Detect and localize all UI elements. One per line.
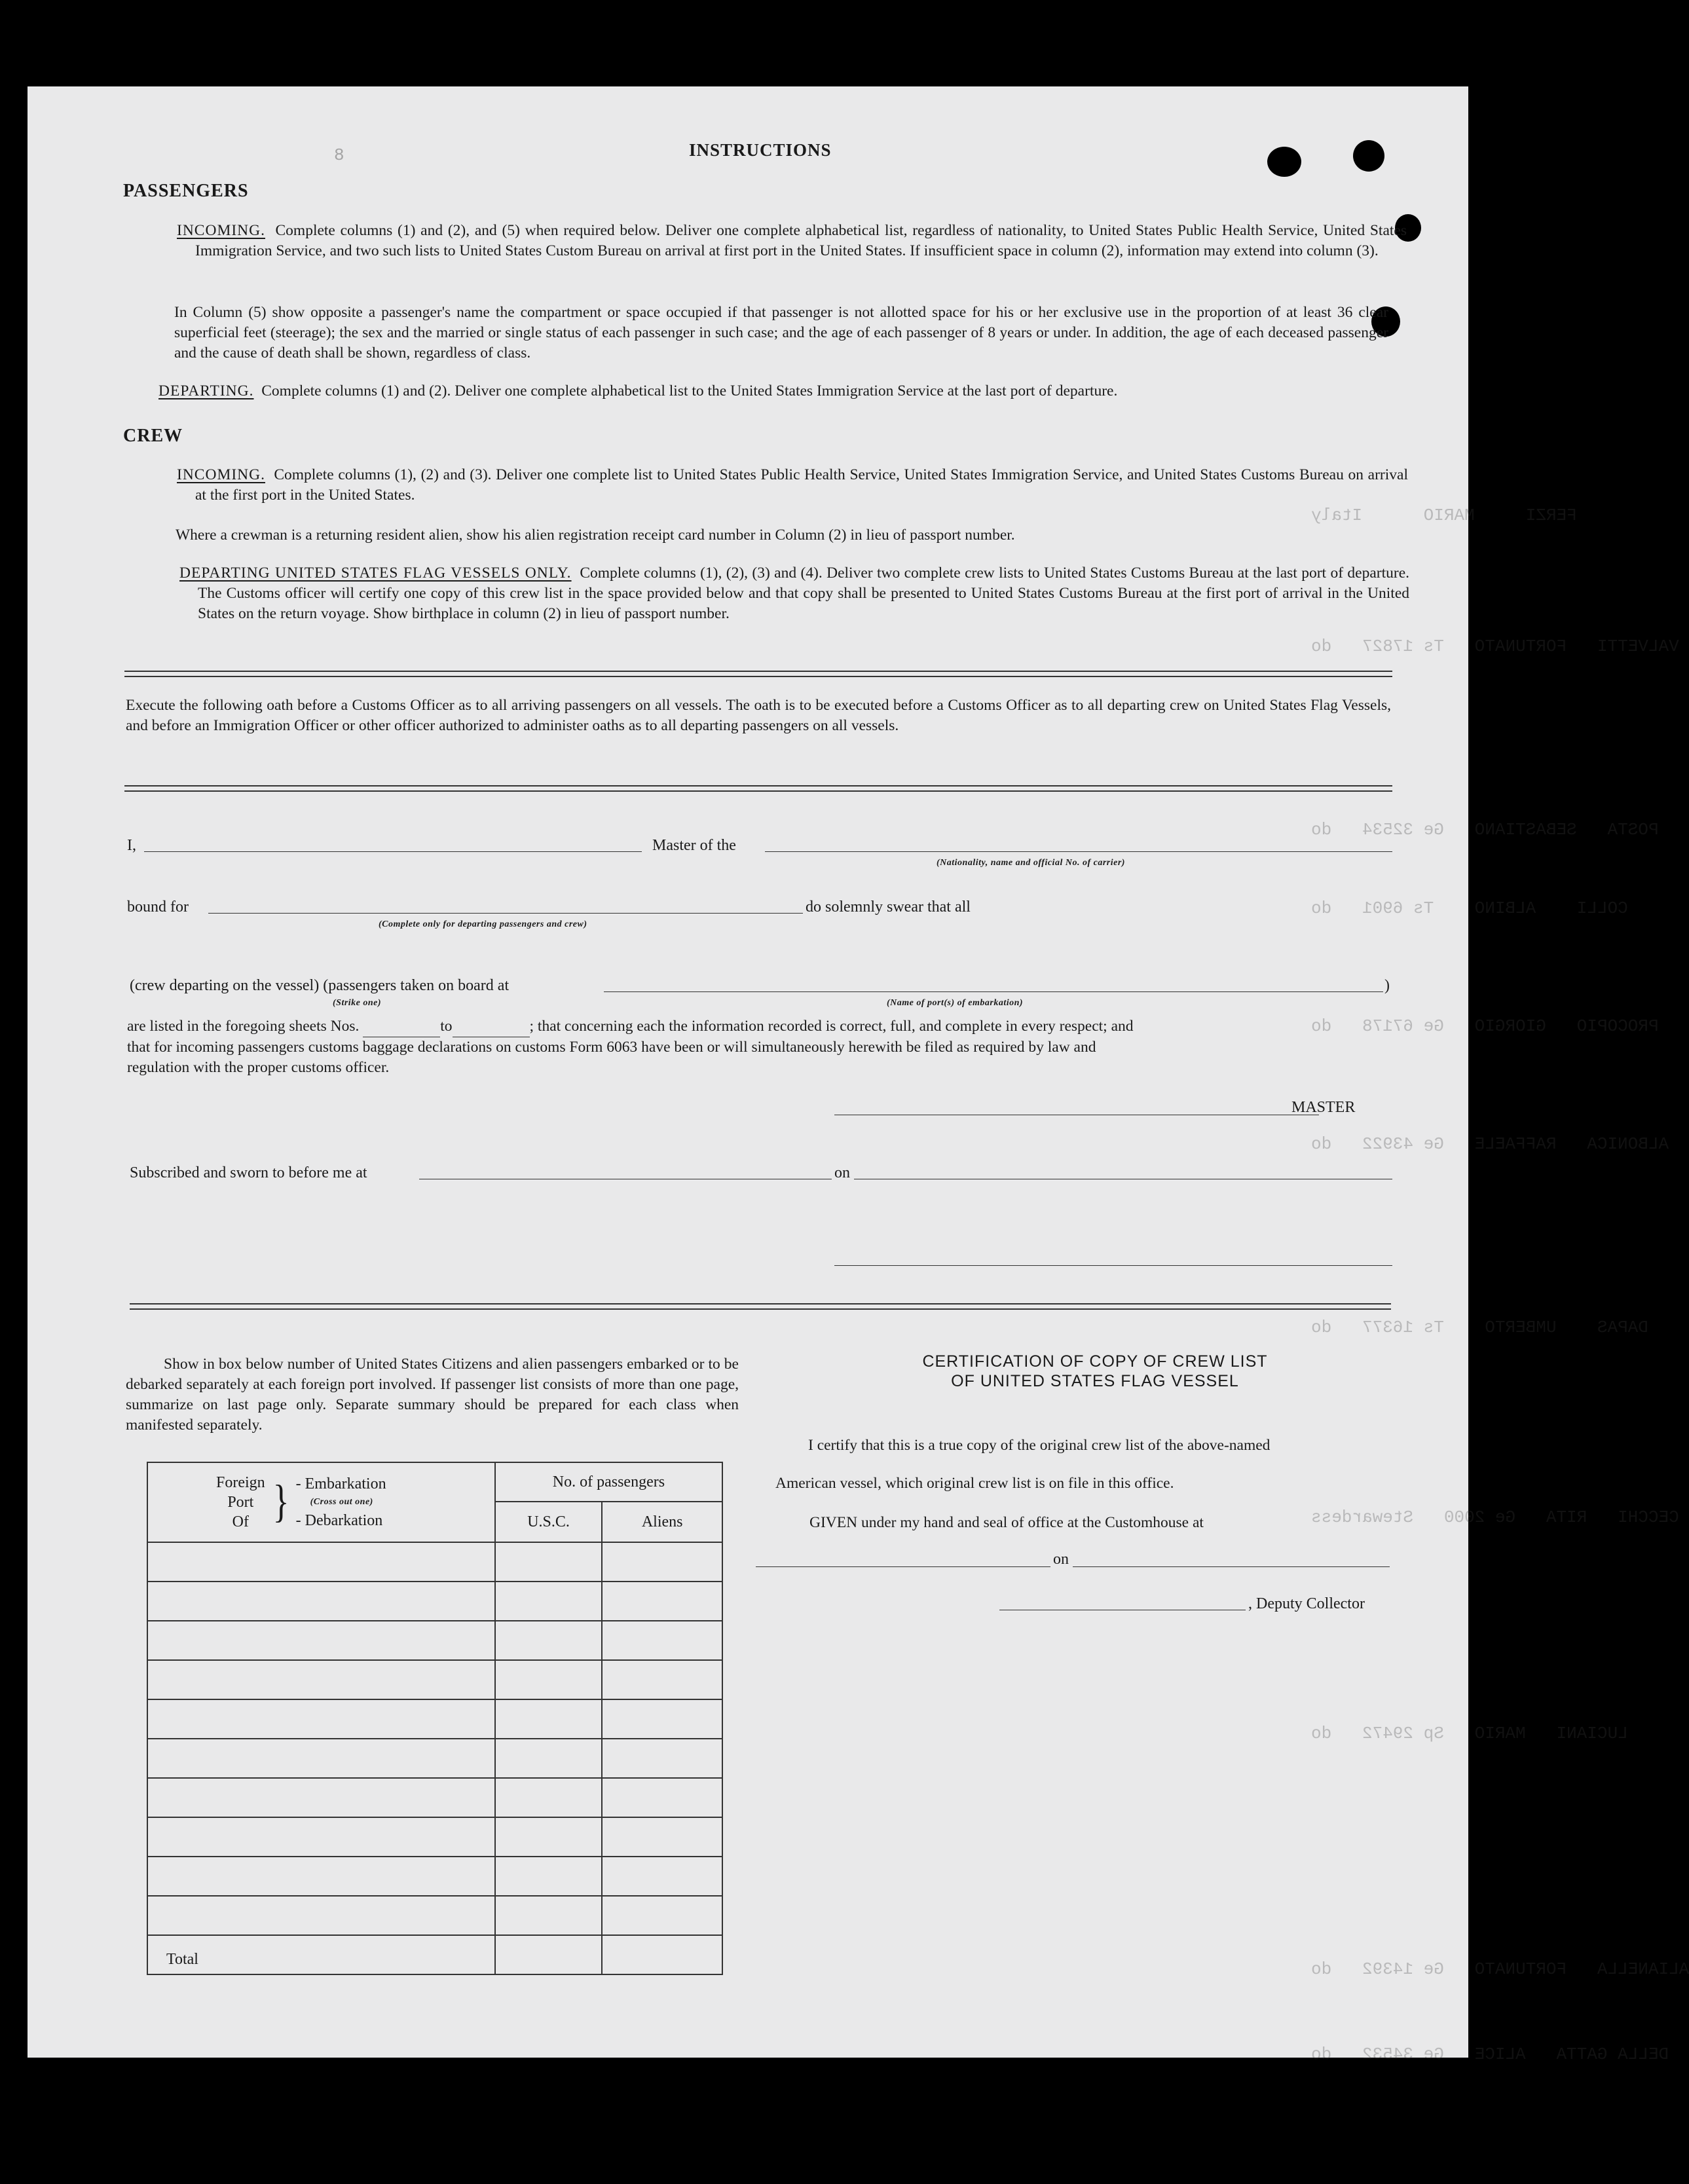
punch-hole [1267, 147, 1301, 177]
usc-cell[interactable] [495, 1582, 602, 1621]
form-sheet [28, 86, 1689, 2064]
port-cell[interactable] [147, 1857, 495, 1896]
passengers-column5-paragraph: In Column (5) show opposite a passenger's name the compartment or space occupied if that passenger is not allotted space for his or her exclusive use in the proportion of at least 36 clear superficial feet (steerage); the sex and the married or single status of each passenger in such case; and the age of each passenger of 8 years or under. In addition, the age of each deceased passenger and the cause of death shall be shown, regardless of class. [174, 304, 1388, 361]
port-cell[interactable] [147, 1699, 495, 1739]
port-cell[interactable] [147, 1582, 495, 1621]
listed-a-text: are listed in the foregoing sheets Nos. [127, 1018, 360, 1035]
punch-hole [1353, 140, 1384, 172]
no-passengers-header: No. of passengers [495, 1462, 722, 1502]
subscribed-label: Subscribed and sworn to before me at [130, 1164, 367, 1181]
stamp-number: 8 [334, 145, 344, 165]
crew-incoming-text: Complete columns (1), (2) and (3). Deliver one complete list to United States Public Health Service, United States Immigration Service, and United States Customs Bureau on arrival at the first port in the United States. [195, 466, 1408, 504]
summary-row [147, 1739, 722, 1778]
cross-out-note: (Cross out one) [310, 1497, 373, 1507]
listed-b-text: ; that concerning each the information recorded is correct, full, and complete in every respect; and [529, 1018, 1134, 1035]
aliens-cell[interactable] [602, 1817, 722, 1857]
certify-text: I certify that this is a true copy of the original crew list of the above-named [808, 1437, 1271, 1454]
summary-header-row-1 [147, 1462, 722, 1502]
divider-rule [124, 785, 1392, 787]
foreign-label: Foreign [216, 1474, 265, 1491]
sworn-on-label: on [834, 1164, 850, 1181]
brace-glyph: } [272, 1476, 289, 1527]
usc-cell[interactable] [495, 1660, 602, 1699]
aliens-cell[interactable] [602, 1739, 722, 1778]
deputy-collector-label: , Deputy Collector [1248, 1595, 1365, 1612]
swear-label: do solemnly swear that all [806, 898, 971, 916]
passengers-incoming-label: INCOMING. [177, 222, 265, 239]
summary-total-row [147, 1935, 722, 1974]
foreign-port-header [147, 1462, 495, 1542]
port-cell[interactable] [147, 1896, 495, 1935]
summary-row [147, 1778, 722, 1817]
usc-cell[interactable] [495, 1778, 602, 1817]
bleed-through-text: COLLI ALBINO Ts 6901 do [1311, 898, 1628, 918]
oath-i-label: I, [127, 837, 136, 854]
master-label: MASTER [1291, 1099, 1356, 1116]
summary-row [147, 1817, 722, 1857]
master-of-label: Master of the [652, 837, 736, 854]
crew-resident-paragraph: Where a crewman is a returning resident alien, show his alien registration receipt card number in Column (2) in lieu of passport number. [176, 527, 1015, 544]
page-title: INSTRUCTIONS [689, 140, 832, 160]
bleed-through-text: LUCIANI MARIO Sp 29472 do [1311, 1724, 1628, 1743]
aliens-cell[interactable] [602, 1857, 722, 1896]
usc-total-cell[interactable] [495, 1935, 602, 1974]
bleed-through-text: DAPAS UMBERTO Ts 16377 do [1311, 1318, 1648, 1337]
divider-rule [130, 1308, 1391, 1310]
passengers-incoming-paragraph [177, 221, 1407, 261]
summary-row [147, 1660, 722, 1699]
aliens-header: Aliens [602, 1502, 722, 1542]
bleed-through-text: PROCOPIO GIORGIO Ge 67178 do [1311, 1016, 1659, 1036]
departing-note: (Complete only for departing passengers and crew) [379, 919, 587, 929]
crew-departing-label: (crew departing on the vessel) (passengers taken on board at [130, 977, 510, 994]
divider-rule [124, 671, 1392, 672]
certification-title [781, 1352, 1409, 1391]
passengers-departing-text: Complete columns (1) and (2). Deliver one complete alphabetical list to the United States Immigration Service at the last port of departure. [261, 382, 1118, 399]
bound-for-field[interactable] [208, 913, 803, 914]
usc-cell[interactable] [495, 1817, 602, 1857]
aliens-cell[interactable] [602, 1542, 722, 1582]
summary-row [147, 1896, 722, 1935]
crew-departing-text: Complete columns (1), (2), (3) and (4). Deliver two complete crew lists to United States Customs Bureau at the last port of departure. The Customs officer will certify one copy of this crew list in the space provided below and that copy shall be presented to United States Customs Bureau at the first port of arrival in the United States on the return voyage. Show birthplace in column (2) in lieu of passport number. [198, 565, 1409, 622]
officer-signature-field[interactable] [834, 1265, 1392, 1266]
divider-rule [124, 676, 1392, 677]
ports-note: (Name of port(s) of embarkation) [887, 998, 1024, 1008]
passenger-summary-table [147, 1462, 723, 1975]
usc-cell[interactable] [495, 1699, 602, 1739]
summary-row [147, 1621, 722, 1660]
close-paren: ) [1384, 977, 1390, 994]
aliens-cell[interactable] [602, 1699, 722, 1739]
section-heading-passengers: PASSENGERS [123, 181, 249, 201]
listed-d-text: regulation with the proper customs officer. [127, 1059, 390, 1076]
port-cell[interactable] [147, 1621, 495, 1660]
listed-to-text: to [440, 1018, 453, 1035]
carrier-field[interactable] [765, 851, 1392, 852]
usc-cell[interactable] [495, 1896, 602, 1935]
port-label: Port [227, 1494, 254, 1511]
bleed-through-text: VALVETTI FORTUNATO Ts 17827 do [1311, 637, 1679, 656]
summary-row [147, 1857, 722, 1896]
passengers-departing-label: DEPARTING. [158, 382, 254, 399]
bleed-through-text: CECCHI RITA Ge 2000 Stewardess [1311, 1508, 1679, 1527]
aliens-cell[interactable] [602, 1778, 722, 1817]
bleed-through-text: FERZI MARIO Italy [1311, 506, 1577, 525]
passengers-incoming-text: Complete columns (1) and (2), and (5) when required below. Deliver one complete alphabetical list, regardless of nationality, to United States Public Health Service, United States Immigration Service, and two such lists to United States Custom Bureau on arrival at first port in the United States. If insufficient space in column (2), information may extend into column (3). [195, 222, 1407, 259]
passengers-departing-paragraph [158, 381, 1390, 401]
crew-incoming-label: INCOMING. [177, 466, 265, 483]
foreign-port-header-content [148, 1473, 494, 1532]
aliens-total-cell[interactable] [602, 1935, 722, 1974]
bleed-through-text: DELLA GATTA ALICE Ge 34532 do [1311, 2045, 1669, 2064]
divider-rule [124, 790, 1392, 792]
summary-row [147, 1542, 722, 1582]
master-name-field[interactable] [144, 851, 642, 852]
listed-c-text: that for incoming passengers customs baggage declarations on customs Form 6063 have been or will simultaneously herewith be filed as required by law and [127, 1039, 1096, 1056]
cert-date-field[interactable] [1073, 1566, 1390, 1567]
section-heading-crew: CREW [123, 426, 183, 446]
usc-header: U.S.C. [495, 1502, 602, 1542]
sheet-from-field[interactable] [363, 1016, 440, 1037]
certification-title-line-2: OF UNITED STATES FLAG VESSEL [951, 1372, 1239, 1390]
summary-row [147, 1582, 722, 1621]
aliens-cell[interactable] [602, 1582, 722, 1621]
summary-row [147, 1699, 722, 1739]
bleed-through-text: POSTA SEBASTIANO Ge 32534 do [1311, 820, 1659, 840]
certification-title-line-1: CERTIFICATION OF COPY OF CREW LIST [922, 1352, 1268, 1371]
bleed-through-text: ALIANELLA FORTUNATO Ge 14392 do [1311, 1959, 1689, 1979]
aliens-cell[interactable] [602, 1660, 722, 1699]
american-vessel-text: American vessel, which original crew list is on file in this office. [775, 1475, 1174, 1492]
strike-note: (Strike one) [333, 998, 382, 1008]
given-text: GIVEN under my hand and seal of office at the Customhouse at [809, 1514, 1204, 1531]
usc-cell[interactable] [495, 1542, 602, 1582]
bleed-through-text: ALBONICA RAFFAELE Ge 43922 do [1311, 1134, 1669, 1154]
listed-paragraph [127, 1016, 1394, 1078]
of-label: Of [232, 1513, 249, 1530]
divider-rule [130, 1303, 1391, 1305]
crew-departing-paragraph [179, 563, 1409, 624]
port-cell[interactable] [147, 1778, 495, 1817]
usc-cell[interactable] [495, 1621, 602, 1660]
usc-cell[interactable] [495, 1739, 602, 1778]
debarkation-option[interactable]: - Debarkation [295, 1512, 383, 1529]
crew-departing-label: DEPARTING UNITED STATES FLAG VESSELS ONLY. [179, 565, 572, 582]
summary-instructions: Show in box below number of United States Citizens and alien passengers embarked or to be debarked separately at each foreign port involved. If passenger list consists of more than one page, summarize on last page only. Separate summary should be prepared for each class when manifested separately. [126, 1356, 739, 1434]
aliens-cell[interactable] [602, 1896, 722, 1935]
foreign-port-label [216, 1473, 265, 1532]
carrier-note: (Nationality, name and official No. of carrier) [937, 858, 1125, 868]
port-cell[interactable] [147, 1817, 495, 1857]
listed-line-1 [127, 1016, 1394, 1037]
port-cell[interactable] [147, 1542, 495, 1582]
sheet-to-field[interactable] [453, 1016, 530, 1037]
embarkation-option[interactable]: - Embarkation [295, 1475, 386, 1492]
total-label: Total [147, 1935, 495, 1974]
cert-on-label: on [1053, 1551, 1069, 1568]
port-cell[interactable] [147, 1660, 495, 1699]
embarkation-ports-field[interactable] [604, 991, 1383, 992]
usc-cell[interactable] [495, 1857, 602, 1896]
port-cell[interactable] [147, 1739, 495, 1778]
crew-incoming-paragraph [177, 465, 1408, 506]
bound-for-label: bound for [127, 898, 189, 916]
customhouse-field[interactable] [756, 1566, 1050, 1567]
oath-intro-paragraph: Execute the following oath before a Customs Officer as to all arriving passengers on all vessels. The oath is to be executed before a Customs Officer as to all departing crew on United States Flag Vessels, and before an Immigration Officer or other officer authorized to administer oaths as to all departing passengers on all vessels. [126, 697, 1391, 734]
aliens-cell[interactable] [602, 1621, 722, 1660]
embark-debark-options [296, 1475, 386, 1530]
